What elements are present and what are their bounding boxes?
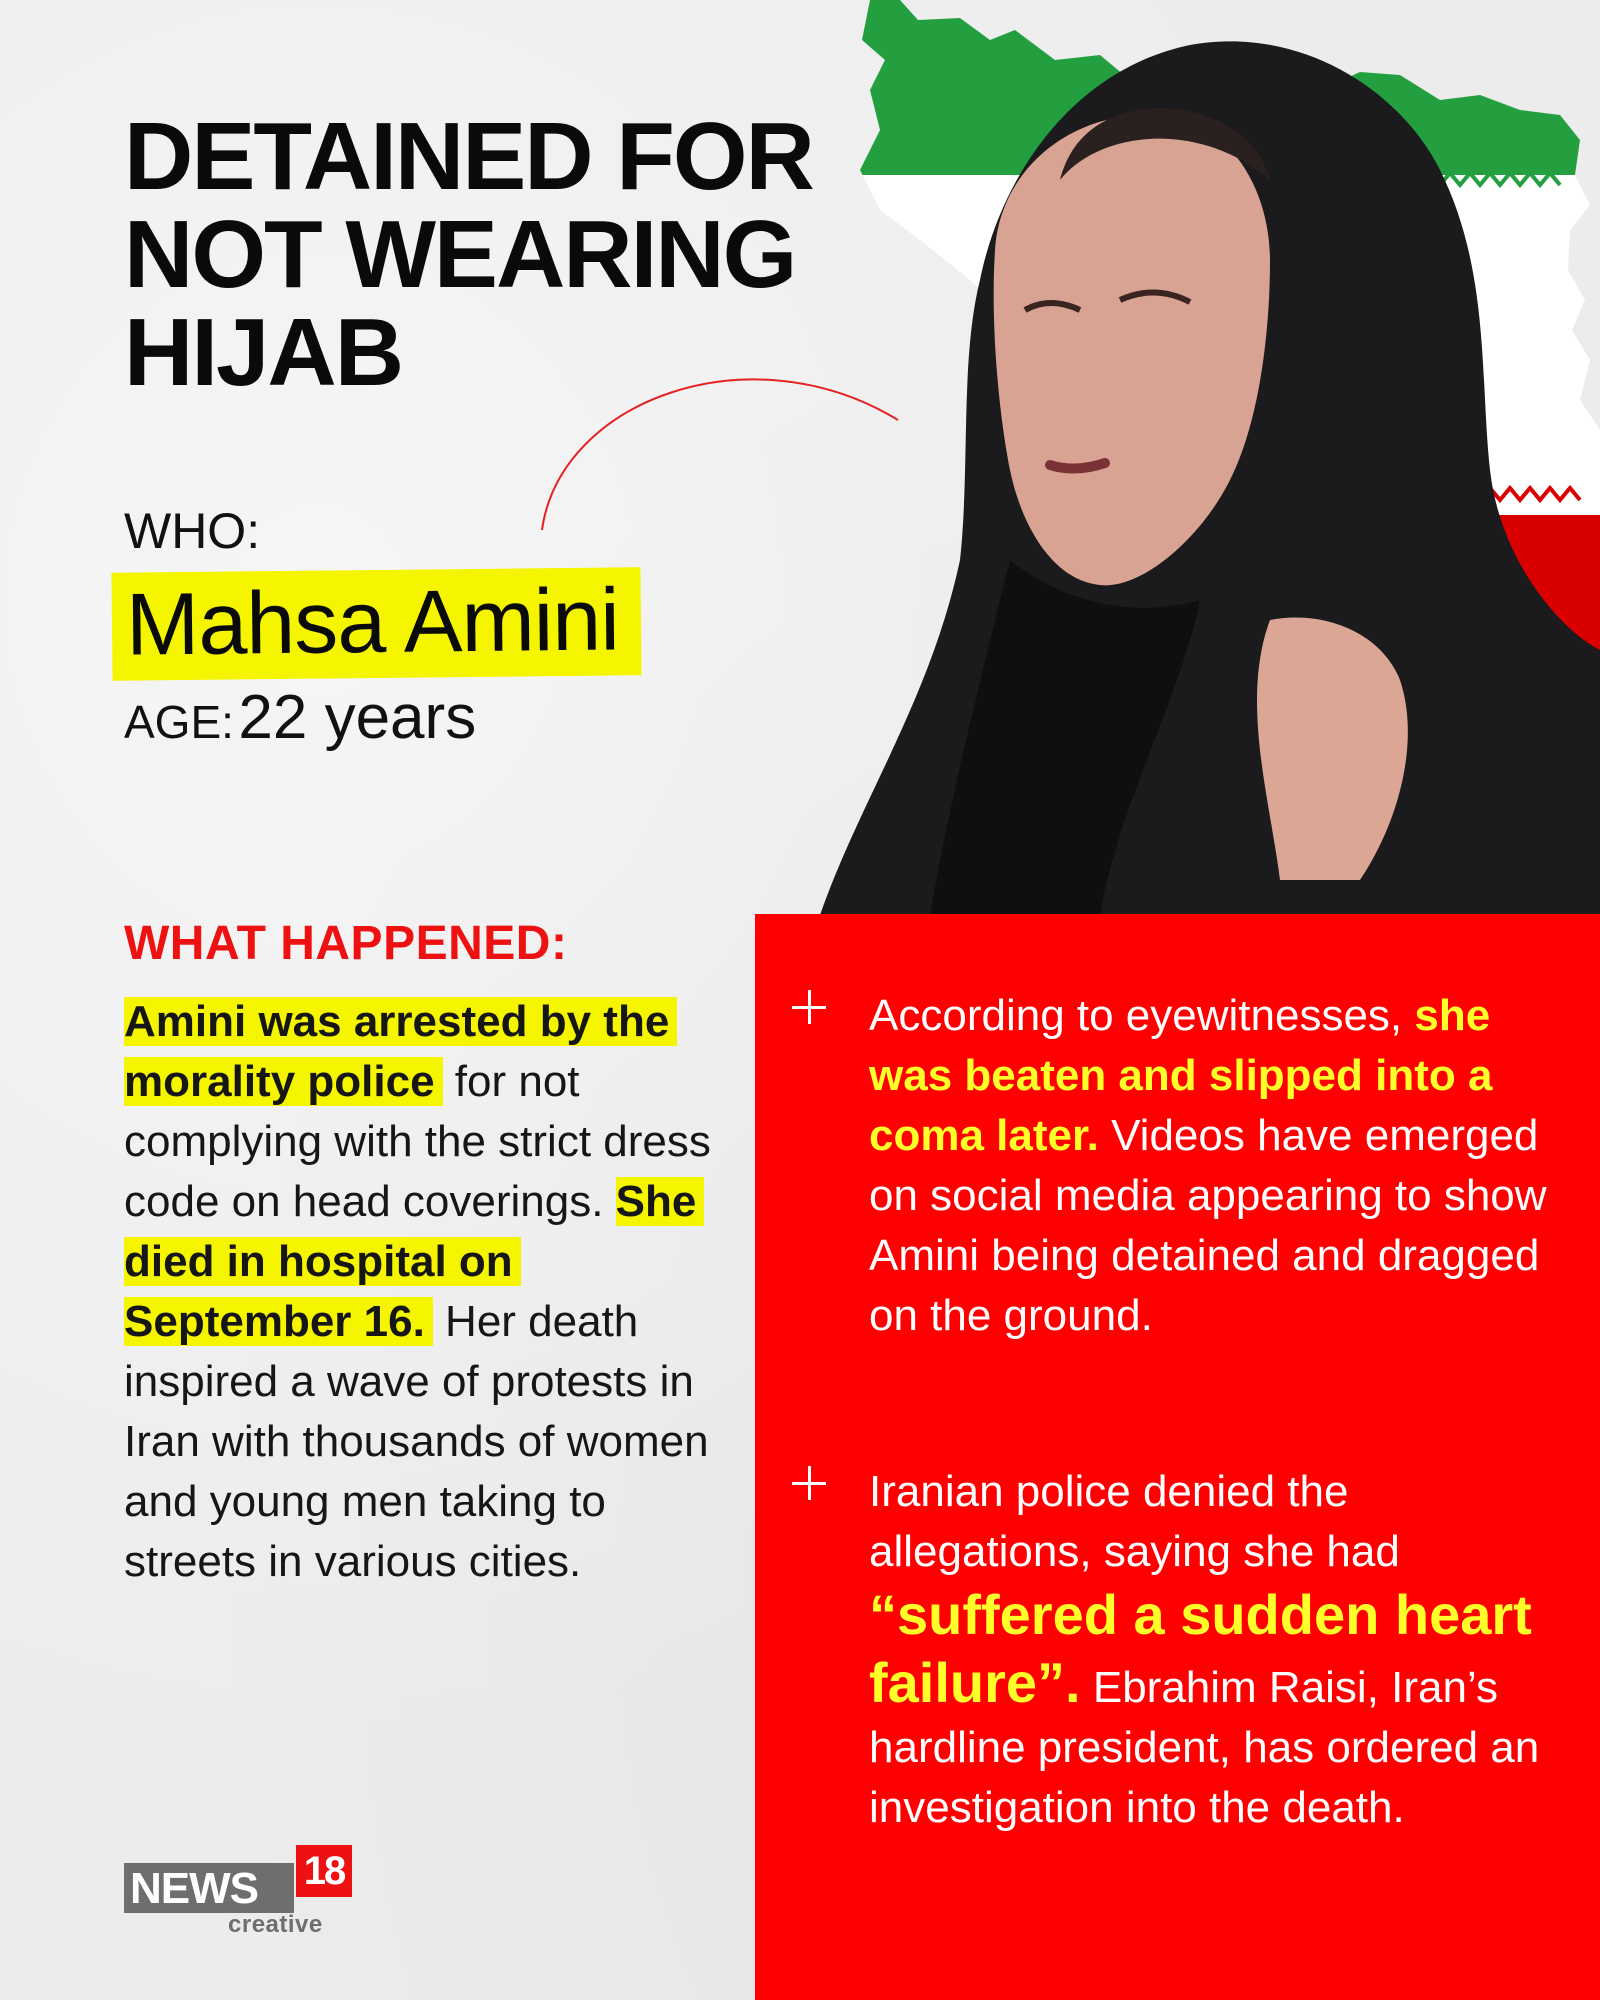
logo-creative: creative — [228, 1911, 323, 1938]
name-highlight — [111, 567, 641, 681]
logo-18: 18 — [296, 1845, 352, 1897]
iran-map-flag — [800, 0, 1600, 915]
age-value: 22 years — [238, 683, 477, 752]
point-1-text — [869, 986, 1569, 1346]
body-text-1: for not complying with the strict dress code on head coverings. — [124, 1057, 711, 1226]
point-2-text-a: Iranian police denied the allegations, saying she had — [869, 1467, 1400, 1576]
point-2-quote: “suffered a sudden heart failure”. — [869, 1583, 1532, 1714]
age-row — [124, 682, 476, 753]
point-1-text-a: According to eyewitnesses, — [869, 991, 1415, 1040]
headline-line-3: HIJAB — [124, 299, 403, 406]
plus-icon — [789, 986, 829, 1026]
point-1-text-b: Videos have emerged on social media appearing to show Amini being detained and dragged on the ground. — [869, 1111, 1547, 1340]
what-happened-body — [124, 992, 714, 1592]
body-text-2: Her death inspired a wave of protests in Iran with thousands of women and young men taking to streets in various cities. — [124, 1297, 709, 1586]
point-1-emphasis: she was beaten and slipped into a coma later. — [869, 991, 1493, 1160]
point-2-text-b: Ebrahim Raisi, Iran’s hardline president, has ordered an investigation into the death. — [869, 1663, 1540, 1832]
plus-icon — [789, 1462, 829, 1502]
highlight-arrested: Amini was arrested by the morality police — [124, 997, 677, 1106]
news18-logo — [124, 1845, 364, 1937]
logo-news: NEWS — [124, 1863, 294, 1913]
who-label: WHO: — [124, 503, 261, 559]
headline-line-1: DETAINED FOR — [124, 103, 813, 210]
highlight-died: She died in hospital on September 16. — [124, 1177, 704, 1346]
what-happened-title: WHAT HAPPENED: — [124, 917, 568, 970]
headline-line-2: NOT WEARING — [124, 201, 796, 308]
point-2-text — [869, 1462, 1569, 1838]
photo-area — [800, 0, 1600, 915]
red-panel — [755, 914, 1600, 2000]
age-label: AGE: — [124, 696, 234, 748]
person-name: Mahsa Amini — [125, 569, 620, 674]
